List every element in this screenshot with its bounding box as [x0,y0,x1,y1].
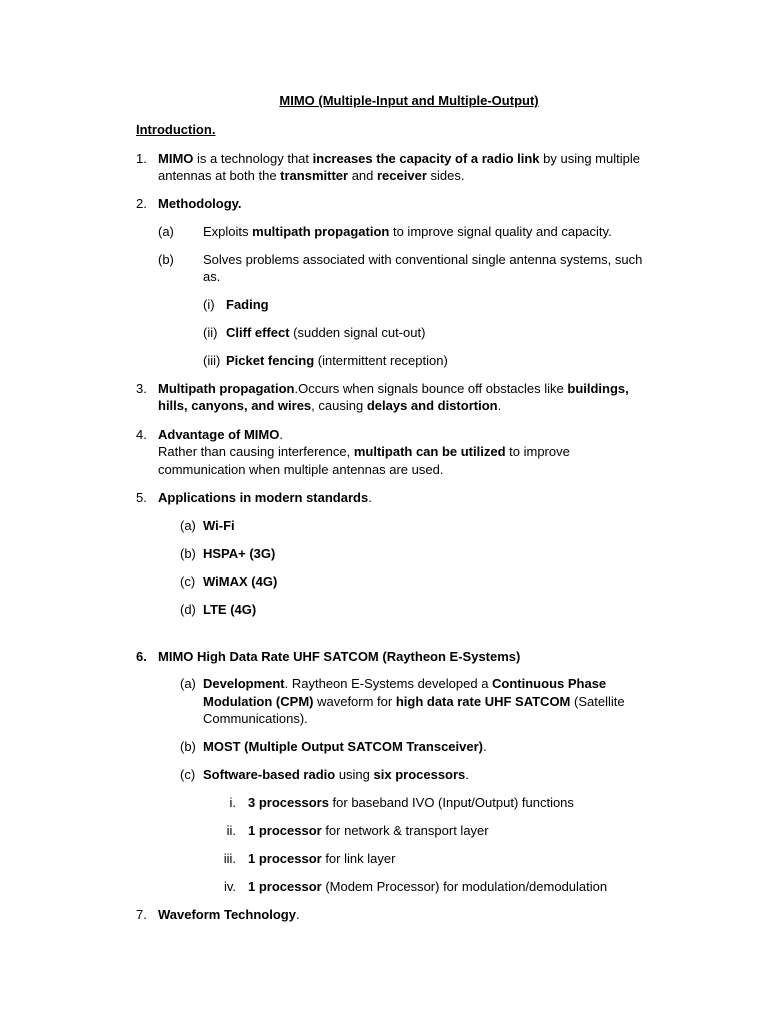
proc-4-text: 1 processor (Modem Processor) for modulation/demodulation [248,879,608,894]
proc-2-text: 1 processor for network & transport layer [248,823,489,838]
item-5d-text: LTE (4G) [203,602,257,617]
item-6c-text: Software-based radio using six processors. [203,767,469,782]
section-4-number: 4. [136,427,147,442]
item-6a-line-2: Modulation (CPM) waveform for high data rate UHF SATCOM (Satellite [203,694,625,709]
section-7-heading: Waveform Technology. [158,907,300,922]
section-4-line-2: communication when multiple antennas are used. [158,462,444,477]
proc-3-text: 1 processor for link layer [248,851,396,866]
section-2-heading: Methodology. [158,196,242,211]
proc-1-number: i. [229,795,236,810]
proc-3-number: iii. [223,851,236,866]
proc-2-number: ii. [226,823,236,838]
item-2b-line-2: as. [203,269,221,284]
section-5-heading: Applications in modern standards. [158,490,372,505]
item-5c-text: WiMAX (4G) [203,574,278,589]
document-title: MIMO (Multiple-Input and Multiple-Output) [279,93,539,108]
section-1-line-2: antennas at both the transmitter and receiver sides. [158,168,465,183]
item-2a-number: (a) [158,224,174,239]
item-2b-i-text: Fading [226,297,269,312]
item-2b-ii-text: Cliff effect (sudden signal cut-out) [226,325,426,340]
item-6a-line-3: Communications). [203,711,308,726]
item-5b-text: HSPA+ (3G) [203,546,276,561]
item-2b-iii-text: Picket fencing (intermittent reception) [226,353,448,368]
item-5b-number: (b) [180,546,196,561]
item-6b-text: MOST (Multiple Output SATCOM Transceiver). [203,739,487,754]
proc-4-number: iv. [223,879,236,894]
item-6b-number: (b) [180,739,196,754]
section-2-number: 2. [136,196,147,211]
item-2a-text: Exploits multipath propagation to improve signal quality and capacity. [203,224,612,239]
item-5c-number: (c) [180,574,196,589]
section-3-number: 3. [136,381,147,396]
section-7-number: 7. [136,907,147,922]
item-5a-text: Wi-Fi [203,518,235,533]
item-2b-ii-number: (ii) [203,325,218,340]
item-6a-line-1: Development. Raytheon E-Systems developed a Continuous Phase [203,676,607,691]
item-2b-line-1: Solves problems associated with conventional single antenna systems, such [203,252,643,267]
item-2b-number: (b) [158,252,174,267]
section-5-number: 5. [136,490,147,505]
item-2b-i-number: (i) [203,297,215,312]
section-6-heading: MIMO High Data Rate UHF SATCOM (Raytheon E-Systems) [158,649,521,664]
section-4-heading: Advantage of MIMO. [158,427,283,442]
section-3-line-1: Multipath propagation.Occurs when signals bounce off obstacles like buildings, [158,381,629,396]
item-2b-iii-number: (iii) [203,353,221,368]
item-6a-number: (a) [180,676,196,691]
section-3-line-2: hills, canyons, and wires, causing delays and distortion. [158,398,502,413]
item-6c-number: (c) [180,767,196,782]
item-5a-number: (a) [180,518,196,533]
item-5d-number: (d) [180,602,196,617]
section-1-line-1: MIMO is a technology that increases the capacity of a radio link by using multiple [158,151,640,166]
proc-1-text: 3 processors for baseband IVO (Input/Output) functions [248,795,574,810]
intro-heading: Introduction. [136,122,216,137]
section-4-line-1: Rather than causing interference, multipath can be utilized to improve [158,444,570,459]
section-1-number: 1. [136,151,147,166]
section-6-number: 6. [136,649,147,664]
